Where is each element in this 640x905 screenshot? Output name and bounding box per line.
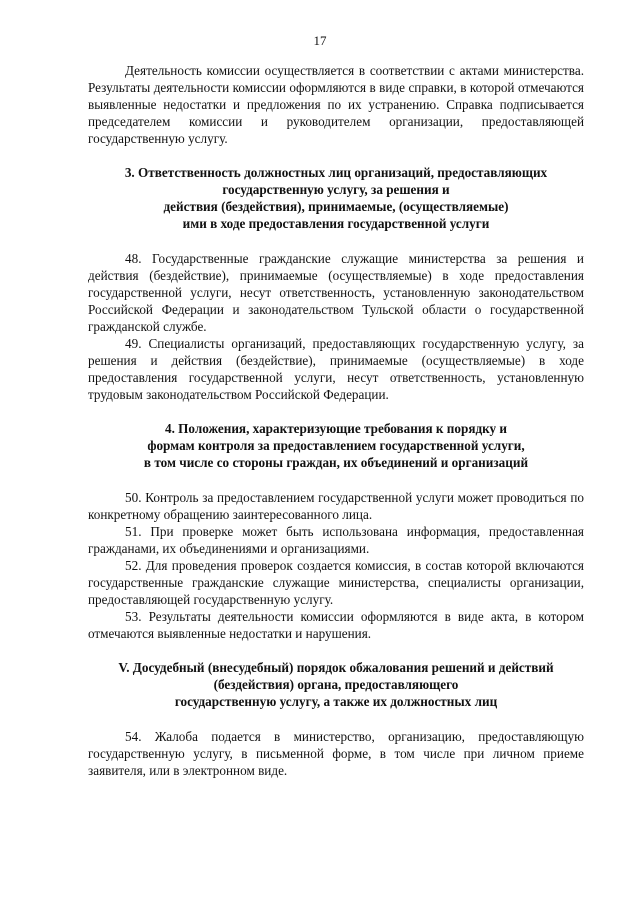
paragraph-48: 48. Государственные гражданские служащие министерства за решения и действия (бездействие), принимаемые (осуществляемые) в ходе предоставления государственной услуги, несут ответственность, установленную законодательством Российской Федерации и законодательством Тульской области о государственной гражданской службе.: [88, 251, 584, 334]
section-5-heading-line: V. Досудебный (внесудебный) порядок обжалования решений и действий: [118, 660, 554, 675]
section-4-heading: [88, 420, 584, 471]
paragraph-52: 52. Для проведения проверок создается комиссия, в состав которой включаются государственные гражданские служащие министерства, специалисты организации, предоставляющей государственную услугу.: [88, 558, 584, 607]
section-3-heading-line: государственную услугу, за решения и: [222, 182, 450, 197]
paragraph-54: 54. Жалоба подается в министерство, организацию, предоставляющую государственную услугу, в письменной форме, в том числе при личном приеме заявителя, или в электронном виде.: [88, 729, 584, 778]
section-5-heading: [88, 659, 584, 710]
section-5-heading-line: государственную услугу, а также их должностных лиц: [174, 694, 498, 709]
paragraph-51: 51. При проверке может быть использована информация, предоставленная гражданами, их объединениями и организациями.: [88, 524, 584, 556]
page-content: [88, 62, 584, 779]
section-4-heading-line: 4. Положения, характеризующие требования к порядку и: [164, 421, 508, 436]
paragraph-49: 49. Специалисты организаций, предоставляющих государственную услугу, за решения и действия (бездействие), принимаемые (осуществляемые) в ходе предоставления государственной услуги, несут ответственность, установленную трудовым законодательством Российской Федерации.: [88, 336, 584, 402]
section-3-heading-line: действия (бездействия), принимаемые, (осуществляемые): [163, 199, 509, 214]
section-5-heading-line: (бездействия) органа, предоставляющего: [213, 677, 459, 692]
page-number: 17: [313, 33, 327, 48]
section-3-heading: [88, 164, 584, 232]
intro-paragraph: Деятельность комиссии осуществляется в соответствии с актами министерства. Результаты деятельности комиссии оформляются в виде справки, в которой отмечаются выявленные недостатки и предложения по их устранению. Справка подписывается председателем комиссии и руководителем организации, предоставляющей государственную услугу.: [88, 63, 584, 146]
section-3-heading-line: ими в ходе предоставления государственной услуги: [182, 216, 490, 231]
paragraph-53: 53. Результаты деятельности комиссии оформляются в виде акта, в котором отмечаются выявленные недостатки и нарушения.: [88, 609, 584, 641]
section-4-heading-line: формам контроля за предоставлением государственной услуги,: [147, 438, 525, 453]
paragraph-50: 50. Контроль за предоставлением государственной услуги может проводиться по конкретному обращению заинтересованного лица.: [88, 490, 584, 522]
section-4-heading-line: в том числе со стороны граждан, их объединений и организаций: [143, 455, 529, 470]
section-3-heading-line: 3. Ответственность должностных лиц организаций, предоставляющих: [124, 165, 548, 180]
